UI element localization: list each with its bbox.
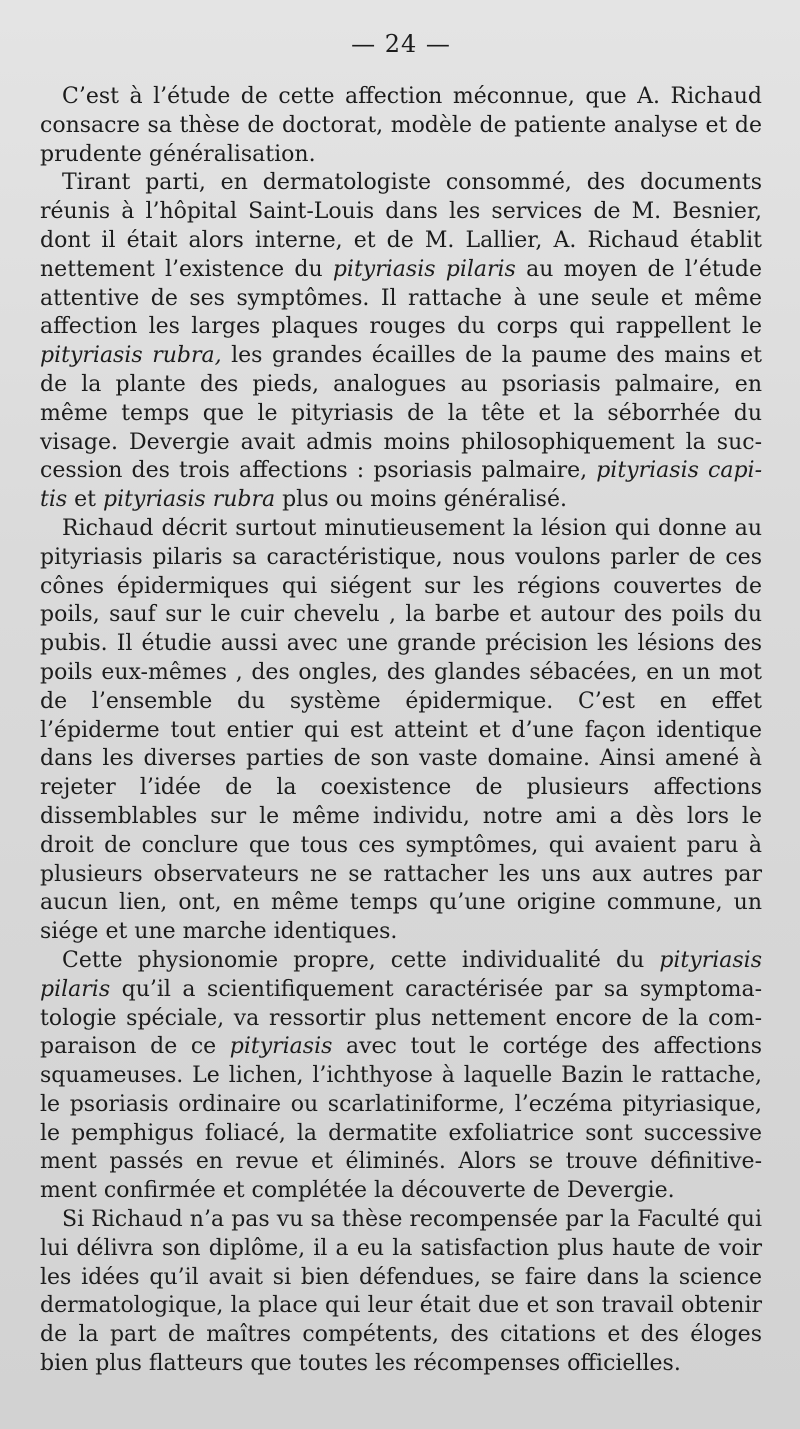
paragraph-text: Tirant parti, en dermatologiste consommé, des documents réunis à l’hôpital Saint-Louis dans les services de M. Besnier, dont il était alors interne, et de M. Lallier, A. Richaud établit nettement l’existence du	[40, 170, 762, 282]
paragraph-1	[40, 83, 762, 169]
paragraph-text: qu’il a scientifiquement caractérisée par sa symptomatologie spéciale, va ressortir plus nettement encore de la comparaison de ce	[40, 976, 762, 1060]
italic-term: pityriasis pilaris	[40, 947, 762, 1002]
paragraph-text: et	[67, 487, 104, 513]
paragraph-text: les grandes écailles de la paume des mains et de la plante des pieds, analogues au psoriasis palmaire, en même temps que le pityriasis de la tête et la séborrhée du visage. Devergie avait admis moins philosophiquement la succession des trois affections : psoriasis palmaire,	[40, 343, 762, 484]
paragraph-3	[40, 515, 762, 947]
paragraph-text: Richaud décrit surtout minutieusement la lésion qui donne au pityriasis pilaris sa caractéristique, nous voulons parler de ces cônes épidermiques qui siégent sur les régions couvertes de poils, sauf sur le cuir chevelu , la barbe et autour des poils du pubis. Il étudie aussi avec une grande précision les lésions des poils eux-mêmes , des ongles, des glandes sébacées, en un mot de l’ensemble du système épidermique. C’est en effet l’épiderme tout entier qui est atteint et d’une façon identique dans les diverses parties de son vaste domaine. Ainsi amené à rejeter l’idée de la coexistence de plusieurs affections dissemblables sur le même individu, notre ami a dès lors le droit de conclure que tous ces symptômes, qui avaient paru à plusieurs observateurs ne se rattacher les uns aux autres par aucun lien, ont, en même temps qu’une origine commune, un siége et une marche identiques.	[40, 515, 762, 945]
paragraph-text: avec tout le cortége des affections squameuses. Le lichen, l’ichthyose à laquelle Bazin le rattache, le psoriasis ordinaire ou scarlatiniforme, l’eczéma pityriasique, le pemphigus foliacé, la dermatite exfoliatrice sont successive ment passés en revue et éliminés. Alors se trouve définitivement confirmée et complétée la découverte de Devergie.	[40, 1034, 762, 1204]
paragraph-text: plus ou moins généralisé.	[275, 487, 567, 513]
italic-term: pityriasis rubra	[103, 487, 276, 513]
paragraph-2	[40, 169, 762, 515]
paragraph-text: au moyen de l’étude attentive de ses symptômes. Il rattache à une seule et même affection les larges plaques rouges du corps qui rappellent le	[40, 256, 763, 340]
paragraph-text: C’est à l’étude de cette affection méconnue, que A. Richaud consacre sa thèse de doctorat, modèle de patiente analyse et de prudente généralisation.	[40, 84, 762, 167]
italic-term: pityriasis pilaris	[332, 256, 516, 282]
italic-term: pityriasis capitis	[40, 458, 762, 513]
italic-term: pityriasis	[229, 1034, 333, 1060]
paragraph-text: Si Richaud n’a pas vu sa thèse recompensée par la Faculté qui lui délivra son diplôme, il a eu la satisfaction plus haute de voir les idées qu’il avait si bien défendues, se faire dans la science dermatologique, la place qui leur était due et son travail obtenir de la part de maîtres compétents, des citations et des éloges bien plus flatteurs que toutes les récompenses officielles.	[40, 1207, 762, 1377]
paragraph-text: Cette physionomie propre, cette individualité du	[62, 947, 660, 973]
paragraph-4	[40, 947, 762, 1206]
paragraph-5	[40, 1206, 762, 1379]
italic-term: pityriasis rubra,	[40, 343, 222, 369]
page-number: — 24 —	[351, 30, 451, 58]
